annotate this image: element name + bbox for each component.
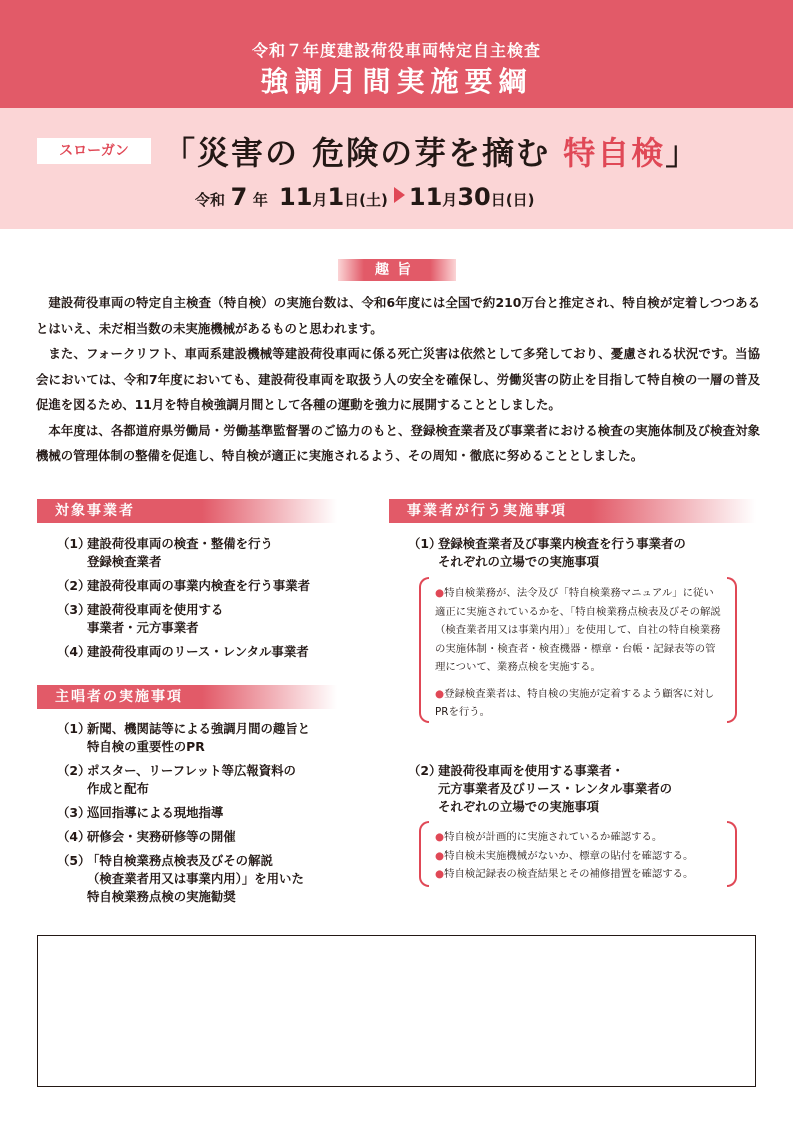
targets-heading: 対象事業者 bbox=[37, 499, 337, 523]
slogan-tag: スローガン bbox=[37, 138, 151, 164]
list-item bbox=[57, 643, 347, 661]
employer-heading: 事業者が行う実施事項 bbox=[389, 499, 756, 523]
list-text: 建設荷役車両のリース・レンタル事業者 bbox=[87, 644, 309, 659]
list-text: 建設荷役車両を使用する事業者・ 元方事業者及びリース・レンタル事業者の それぞれの立場での実施事項 bbox=[438, 763, 672, 814]
list-item bbox=[57, 852, 347, 906]
slogan-main: 「災害の 危険の芽を摘む bbox=[163, 134, 564, 172]
list-item bbox=[408, 762, 748, 816]
bullet-icon: ● bbox=[435, 831, 445, 843]
list-text: ポスター、リーフレット等広報資料の 作成と配布 bbox=[87, 763, 296, 796]
period-end-day-unit: 日 bbox=[490, 191, 506, 209]
list-item bbox=[57, 535, 347, 571]
slogan-text bbox=[163, 128, 699, 174]
period-start-day: 1 bbox=[327, 183, 345, 211]
period-era: 令和 bbox=[195, 191, 226, 209]
box-paragraph: ●登録検査業者は、特自検の実施が定着するよう顧客に対しPRを行う。 bbox=[435, 687, 715, 718]
list-item bbox=[408, 535, 748, 571]
bullet-icon: ● bbox=[435, 868, 445, 880]
list-text: 登録検査業者及び事業内検査を行う事業者の それぞれの立場での実施事項 bbox=[438, 536, 686, 569]
employer-item-1 bbox=[408, 535, 748, 577]
list-number: （2） bbox=[408, 763, 442, 778]
slogan-accent: 特自検 bbox=[563, 134, 666, 172]
list-item bbox=[57, 804, 347, 822]
arrow-right-icon bbox=[394, 187, 405, 203]
bracket-left bbox=[419, 577, 429, 723]
period-end-day: 30 bbox=[457, 183, 491, 211]
box-line: ●特自検未実施機械がないか、標章の貼付を確認する。 bbox=[435, 849, 694, 862]
list-number: （3） bbox=[57, 805, 91, 820]
list-item bbox=[57, 577, 347, 595]
purpose-heading: 趣旨 bbox=[338, 259, 456, 281]
box-line: ●特自検が計画的に実施されているか確認する。 bbox=[435, 831, 663, 843]
list-text: 巡回指導による現地指導 bbox=[87, 805, 224, 820]
period-year-unit: 年 bbox=[252, 191, 268, 209]
campaign-period bbox=[195, 183, 534, 211]
list-text: 「特自検業務点検表及びその解説 （検査業者用又は事業内用）」を用いた 特自検業務点検の実施勧奨 bbox=[87, 853, 304, 904]
list-item bbox=[57, 601, 347, 637]
period-end-month-unit: 月 bbox=[442, 191, 458, 209]
purpose-paragraph: 建設荷役車両の特定自主検査（特自検）の実施台数は、令和6年度には全国で約210万台と推定され、特自検が定着しつつあるとはいえ、未だ相当数の未実施機械があるものと思われます。 bbox=[36, 295, 760, 336]
bracket-right bbox=[727, 821, 737, 887]
list-item bbox=[57, 828, 347, 846]
list-number: （4） bbox=[57, 829, 91, 844]
list-number: （2） bbox=[57, 763, 91, 778]
period-year: 7 bbox=[230, 183, 248, 211]
period-start-month: 11 bbox=[279, 183, 313, 211]
employer-box-2 bbox=[435, 828, 723, 884]
period-day-unit: 日 bbox=[344, 191, 360, 209]
header-band bbox=[0, 0, 793, 108]
employer-box-1 bbox=[435, 584, 723, 730]
box-line: ●特自検記録表の検査結果とその補修措置を確認する。 bbox=[435, 868, 694, 880]
sponsor-list bbox=[57, 720, 347, 912]
list-number: （2） bbox=[57, 578, 91, 593]
list-text: 建設荷役車両の検査・整備を行う 登録検査業者 bbox=[87, 536, 273, 569]
bullet-icon: ● bbox=[435, 687, 445, 700]
sponsor-heading: 主唱者の実施事項 bbox=[37, 685, 337, 709]
period-end-dow: (日) bbox=[505, 191, 535, 209]
purpose-paragraph: 本年度は、各都道府県労働局・労働基準監督署のご協力のもと、登録検査業者及び事業者における検査の実施体制及び検査対象機械の管理体制の整備を促進し、特自検が適正に実施されるよう、その周知・徹底に努めることとしました。 bbox=[36, 422, 760, 463]
list-number: （1） bbox=[408, 536, 442, 551]
header-subtitle: 令和７年度建設荷役車両特定自主検査 bbox=[251, 41, 541, 60]
period-month-unit: 月 bbox=[312, 191, 328, 209]
period-end-month: 11 bbox=[408, 183, 443, 211]
bracket-left bbox=[419, 821, 429, 887]
targets-list bbox=[57, 535, 347, 667]
box-paragraph: ●特自検業務が、法令及び「特自検業務マニュアル」に従い適正に実施されているかを、「特自検業務点検表及びその解説（検査業者用又は事業内用）」を使用して、自社の特自検業務の実施体制・検査者・検査機器・標章・台帳・記録表等の管理について、業務点検を実施する。 bbox=[435, 587, 721, 673]
employer-item-2 bbox=[408, 762, 748, 822]
list-item bbox=[57, 720, 347, 756]
bullet-icon: ● bbox=[435, 849, 445, 862]
header-title: 強調月間実施要綱 bbox=[260, 65, 533, 98]
list-text: 建設荷役車両を使用する 事業者・元方事業者 bbox=[87, 602, 224, 635]
list-text: 研修会・実務研修等の開催 bbox=[87, 829, 236, 844]
purpose-body bbox=[36, 290, 760, 469]
list-number: （3） bbox=[57, 602, 91, 617]
list-number: （5） bbox=[57, 853, 91, 868]
slogan-close: 」 bbox=[665, 134, 700, 172]
list-text: 新聞、機関誌等による強調月間の趣旨と 特自検の重要性のPR bbox=[87, 721, 311, 754]
list-number: （1） bbox=[57, 721, 91, 736]
list-text: 建設荷役車両の事業内検査を行う事業者 bbox=[87, 578, 311, 593]
bracket-right bbox=[727, 577, 737, 723]
list-item bbox=[57, 762, 347, 798]
period-start-dow: (土) bbox=[359, 191, 388, 209]
blank-box bbox=[37, 935, 756, 1087]
list-number: （1） bbox=[57, 536, 91, 551]
bullet-icon: ● bbox=[435, 587, 445, 599]
purpose-paragraph: また、フォークリフト、車両系建設機械等建設荷役車両に係る死亡災害は依然として多発しており、憂慮される状況です。当協会においては、令和7年度においても、建設荷役車両を取扱う人の安全を確保し、労働災害の防止を目指して特自検の一層の普及促進を図るため、11月を特自検強調月間として各種の運動を強力に展開することとしました。 bbox=[36, 346, 760, 412]
list-number: （4） bbox=[57, 644, 91, 659]
